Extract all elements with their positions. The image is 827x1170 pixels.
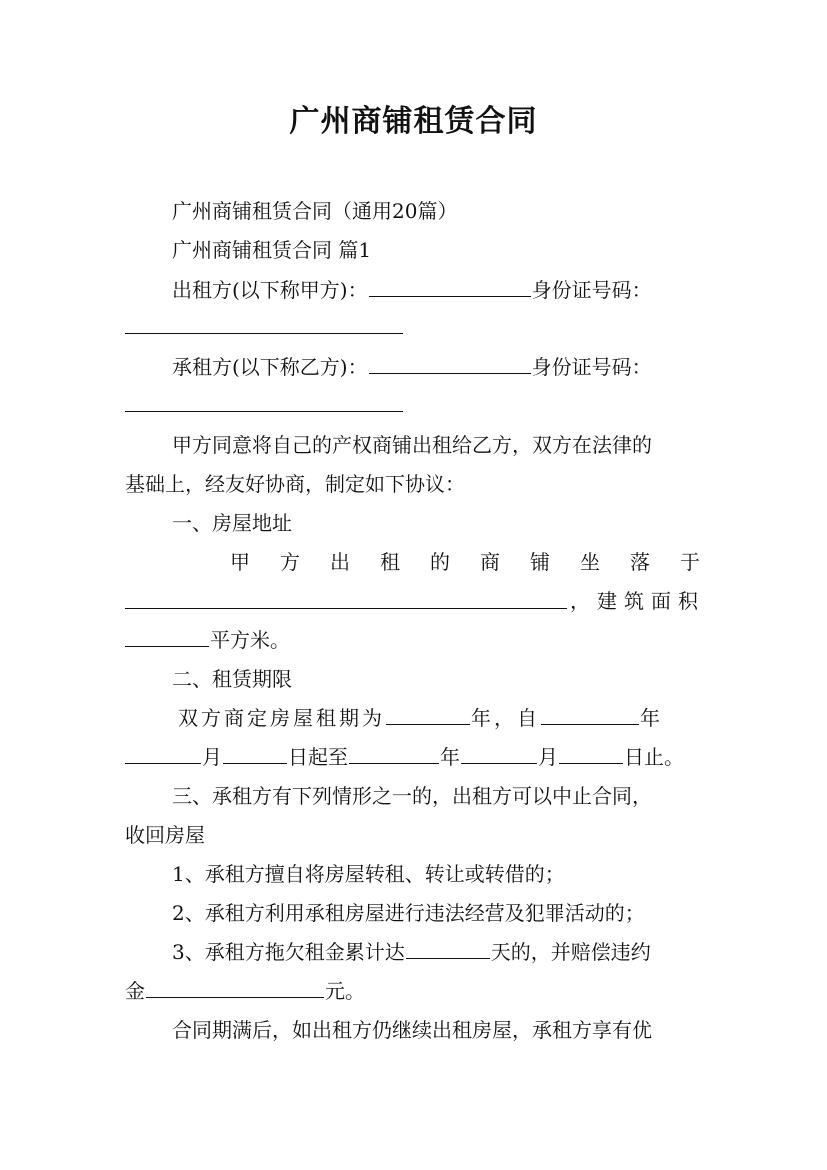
address-char: 铺 bbox=[530, 550, 550, 574]
lessee-label: 承租方(以下称乙方)： bbox=[172, 355, 368, 379]
end-month-unit: 月 bbox=[538, 745, 558, 769]
end-month-blank bbox=[461, 743, 537, 764]
penalty-label: 天的，并赔偿违约 bbox=[490, 940, 651, 964]
section3-item2: 2、承租方利用承租房屋进行违法经营及犯罪活动的； bbox=[172, 901, 645, 925]
lessor-line bbox=[172, 276, 652, 304]
section3-item3-line2 bbox=[125, 977, 365, 1005]
end-year-blank bbox=[349, 743, 439, 764]
section3-heading-line1: 三、承租方有下列情形之一的，出租方可以中止合同， bbox=[172, 784, 652, 808]
section3-heading-line2: 收回房屋 bbox=[125, 823, 205, 847]
lease-term-label: 双方商定房屋租期为 bbox=[178, 706, 385, 730]
lessee-id-label: 身份证号码： bbox=[531, 355, 652, 379]
section1-heading: 一、房屋地址 bbox=[172, 511, 292, 535]
penalty-amount-blank bbox=[146, 977, 324, 998]
address-char: 坐 bbox=[580, 550, 600, 574]
lessee-line bbox=[172, 353, 652, 381]
start-year-blank bbox=[541, 704, 639, 725]
section3-item3-line1 bbox=[172, 938, 651, 966]
start-month-unit: 月 bbox=[202, 745, 222, 769]
lessee-name-blank bbox=[369, 353, 531, 374]
intro-paragraph-line1: 甲方同意将自己的产权商铺出租给乙方，双方在法律的 bbox=[172, 433, 652, 457]
section3-item1: 1、承租方擅自将房屋转租、转让或转借的； bbox=[172, 862, 565, 886]
address-blank bbox=[125, 608, 567, 609]
start-year-unit: 年 bbox=[640, 706, 663, 730]
address-char: 甲 bbox=[230, 550, 250, 574]
start-day-unit: 日起至 bbox=[288, 745, 348, 769]
area-blank bbox=[125, 626, 209, 647]
closing-paragraph-line1: 合同期满后，如出租方仍继续出租房屋，承租方享有优 bbox=[172, 1018, 652, 1042]
address-char: 方 bbox=[280, 550, 300, 574]
end-day-blank bbox=[559, 743, 623, 764]
intro-paragraph-line2: 基础上，经友好协商，制定如下协议： bbox=[125, 472, 465, 496]
end-day-unit: 日止。 bbox=[624, 745, 684, 769]
part-heading: 广州商铺租赁合同 篇1 bbox=[172, 238, 372, 262]
arrears-days-blank bbox=[406, 938, 490, 959]
section1-address-line bbox=[230, 548, 700, 576]
penalty-prefix: 金 bbox=[125, 979, 145, 1003]
lessor-label: 出租方(以下称甲方)： bbox=[172, 278, 368, 302]
lease-term-line2 bbox=[125, 743, 684, 771]
address-char: 落 bbox=[630, 550, 650, 574]
lease-term-line1 bbox=[178, 704, 663, 732]
document-subtitle: 广州商铺租赁合同（通用20篇） bbox=[172, 199, 458, 223]
lessor-name-blank bbox=[369, 276, 531, 297]
area-label: ，建筑面积 bbox=[570, 589, 705, 613]
lessor-id-blank bbox=[125, 333, 403, 334]
start-day-blank bbox=[223, 743, 287, 764]
address-char: 出 bbox=[330, 550, 350, 574]
document-title: 广州商铺租赁合同 bbox=[289, 104, 538, 139]
penalty-unit: 元。 bbox=[325, 979, 365, 1003]
address-char: 的 bbox=[430, 550, 450, 574]
arrears-label: 3、承租方拖欠租金累计达 bbox=[172, 940, 405, 964]
address-char: 租 bbox=[380, 550, 400, 574]
start-month-blank bbox=[125, 743, 201, 764]
area-unit: 平方米。 bbox=[210, 628, 290, 652]
address-char: 于 bbox=[680, 550, 700, 574]
address-char: 商 bbox=[480, 550, 500, 574]
lease-years-blank bbox=[386, 704, 470, 725]
lessor-id-label: 身份证号码： bbox=[531, 278, 652, 302]
end-year-unit: 年 bbox=[440, 745, 460, 769]
section2-heading: 二、租赁期限 bbox=[172, 667, 292, 691]
lessee-id-blank bbox=[125, 411, 403, 412]
lease-from-label: 年，自 bbox=[471, 706, 540, 730]
area-line bbox=[125, 626, 290, 654]
